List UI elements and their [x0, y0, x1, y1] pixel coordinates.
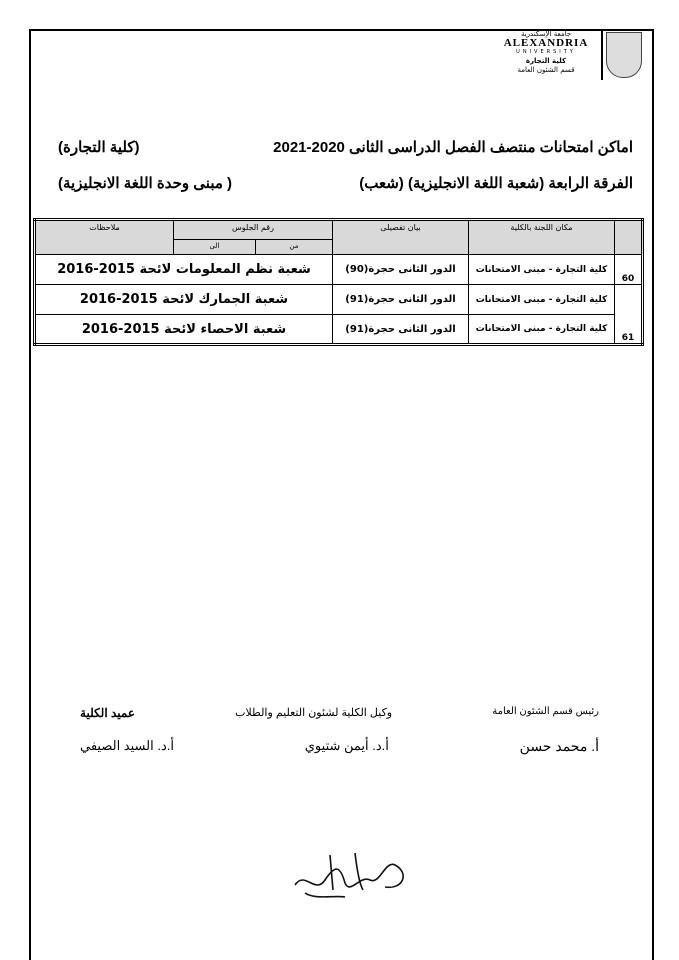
logo-arabic-name: جامعة الإسكندرية: [520, 30, 572, 38]
shield-icon: [606, 32, 642, 78]
header-seat: رقم الجلوس: [174, 220, 333, 240]
signature-titles-row: [80, 706, 599, 720]
row-details: الدور الثانى حجرة(90): [333, 255, 469, 285]
signature-name-1: أ. محمد حسن: [519, 738, 599, 754]
logo-english-name: ALEXANDRIA: [503, 37, 589, 49]
row-number: 60: [615, 255, 643, 285]
row-notes: شعبة نظم المعلومات لائحة 2015-2016: [35, 255, 333, 285]
table-row: [35, 315, 643, 345]
table-row: [35, 255, 643, 285]
page-frame: [29, 29, 654, 960]
logo-faculty: كلية التجارة: [525, 57, 567, 65]
row-details: الدور الثانى حجرة(91): [333, 285, 469, 315]
logo-department: قسم الشئون العامة: [517, 66, 575, 74]
header-to: الى: [174, 240, 256, 255]
signature-name-3: أ.د. السيد الصيفي: [80, 738, 174, 753]
row-location: كلية التجارة - مبنى الامتحانات: [469, 285, 615, 315]
title-building: ( مبنى وحدة اللغة الانجليزية): [58, 175, 233, 192]
title-line2: الفرقة الرابعة (شعبة اللغة الانجليزية) (شعب): [359, 175, 633, 192]
header-from: من: [255, 240, 332, 255]
handwritten-signature: [285, 845, 420, 905]
header-details: بيان تفصيلى: [333, 220, 469, 255]
signature-title-2: وكيل الكلية لشئون التعليم والطلاب: [235, 707, 393, 719]
row-location: كلية التجارة - مبنى الامتحانات: [469, 255, 615, 285]
logo-divider: [601, 30, 603, 80]
table-row: [35, 285, 643, 315]
signature-title-3: عميد الكلية: [80, 706, 136, 720]
row-notes: شعبة الجمارك لائحة 2015-2016: [35, 285, 333, 315]
header-notes: ملاحظات: [35, 220, 174, 255]
signature-title-1: رئيس قسم الشئون العامة: [492, 706, 599, 717]
header-location: مكان اللجنة بالكلية: [469, 220, 615, 255]
signature-names-row: [80, 738, 599, 755]
row-number: 61: [615, 285, 643, 345]
row-details: الدور الثانى حجرة(91): [333, 315, 469, 345]
exam-locations-table: [33, 218, 644, 346]
logo-university: UNIVERSITY: [516, 49, 576, 55]
row-location: كلية التجارة - مبنى الامتحانات: [469, 315, 615, 345]
title-faculty: (كلية التجارة): [58, 139, 140, 156]
signature-name-2: أ.د. أيمن شتيوي: [304, 738, 389, 753]
title-line1: اماكن امتحانات منتصف الفصل الدراسى الثانى 2020-2021: [273, 139, 633, 156]
row-notes: شعبة الاحصاء لائحة 2015-2016: [35, 315, 333, 345]
header-num: [615, 220, 643, 255]
university-logo: [494, 30, 650, 80]
title-row-1: [58, 138, 633, 156]
title-row-2: [58, 174, 633, 192]
